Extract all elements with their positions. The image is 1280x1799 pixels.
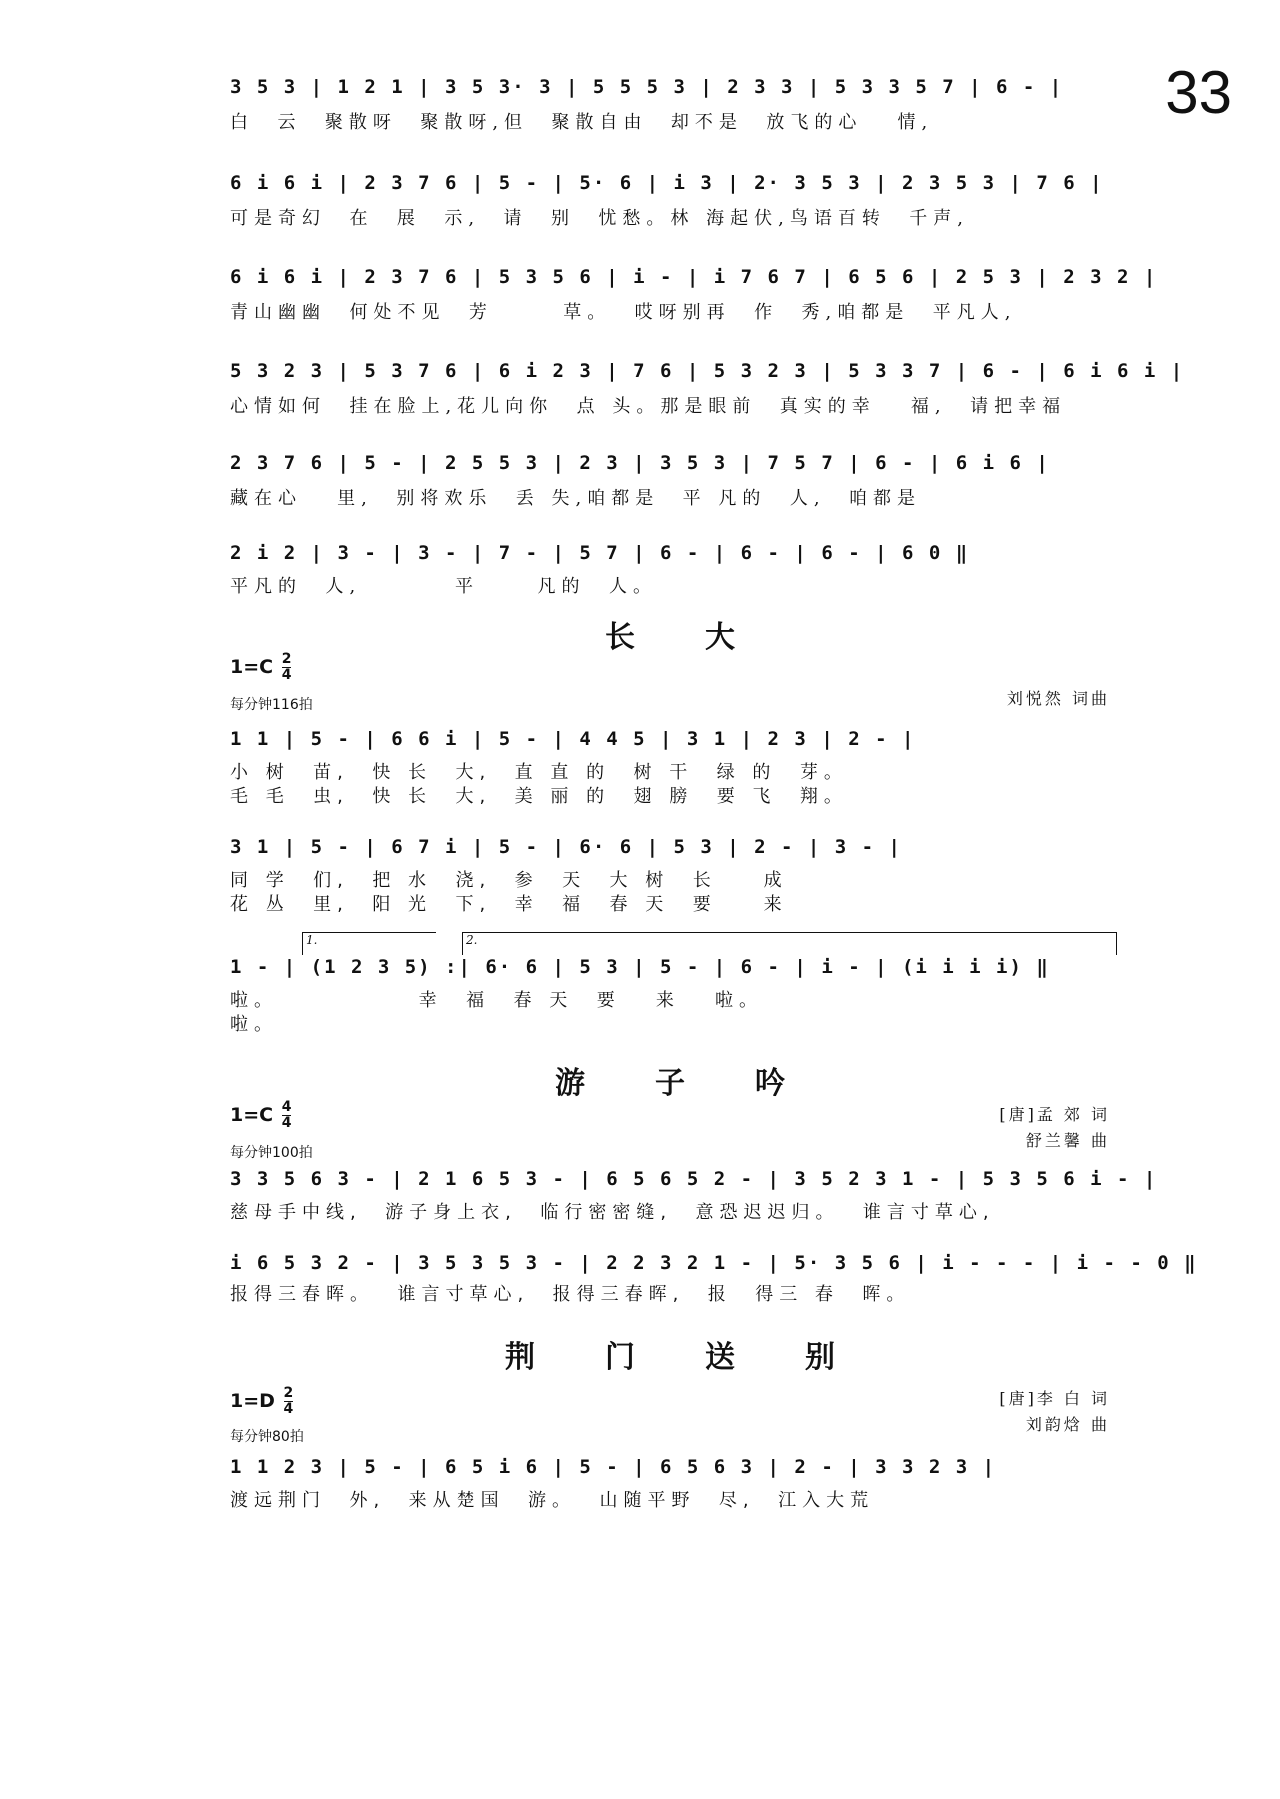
notation-line: 3 5 3 | 1 2 1 | 3 5 3· 3 | 5 5 5 3 | 2 3 3 | 5 3 3 5 7 | 6 - | bbox=[230, 76, 1064, 98]
lyric-line: 平凡的 人, 平 凡的 人。 bbox=[230, 576, 657, 597]
time-bottom: 4 bbox=[283, 1401, 294, 1417]
song-credit bbox=[999, 1386, 1110, 1438]
key-label: 1=C bbox=[230, 656, 274, 678]
lyric-line: 报得三春晖。 谁言寸草心, 报得三春晖, 报 得三 春 晖。 bbox=[230, 1284, 911, 1305]
notation-line: 5 3 2 3 | 5 3 7 6 | 6 i 2 3 | 7 6 | 5 3 2 3 | 5 3 3 7 | 6 - | 6 i 6 i | bbox=[230, 360, 1185, 382]
notation-line: 3 1 | 5 - | 6 7 i | 5 - | 6· 6 | 5 3 | 2 - | 3 - | bbox=[230, 836, 902, 858]
key-signature bbox=[230, 1100, 291, 1131]
notation-line: 1 - | (1 2 3 5) :| 6· 6 | 5 3 | 5 - | 6 - | i - | (i i i i) ‖ bbox=[230, 956, 1050, 978]
notation-line: 1 1 | 5 - | 6 6 i | 5 - | 4 4 5 | 3 1 | 2 3 | 2 - | bbox=[230, 728, 916, 750]
composer-credit: 刘韵焓 曲 bbox=[1025, 1415, 1110, 1434]
lyric-line: 白 云 聚散呀 聚散呀,但 聚散自由 却不是 放飞的心 情, bbox=[230, 112, 934, 133]
song-credit bbox=[999, 1102, 1110, 1154]
time-signature bbox=[282, 652, 292, 683]
time-signature bbox=[282, 1100, 292, 1131]
key-label: 1=C bbox=[230, 1104, 274, 1126]
volta-first-ending: 1. bbox=[302, 932, 436, 955]
song-title: 荆门送别 bbox=[505, 1340, 905, 1375]
lyric-line: 啦。 幸 福 春 天 要 来 啦。 bbox=[230, 990, 764, 1011]
lyric-line: 毛 毛 虫, 快 长 大, 美 丽 的 翅 膀 要 飞 翔。 bbox=[230, 786, 848, 807]
key-label: 1=D bbox=[230, 1390, 275, 1412]
song-credit: 刘悦然 词曲 bbox=[1006, 689, 1110, 708]
notation-line: 6 i 6 i | 2 3 7 6 | 5 3 5 6 | i - | i 7 6 7 | 6 5 6 | 2 5 3 | 2 3 2 | bbox=[230, 266, 1158, 288]
notation-line: 3 3 5 6 3 - | 2 1 6 5 3 - | 6 5 6 5 2 - | 3 5 2 3 1 - | 5 3 5 6 i - | bbox=[230, 1168, 1158, 1190]
notation-line: i 6 5 3 2 - | 3 5 3 5 3 - | 2 2 3 2 1 - | 5· 3 5 6 | i - - - | i - - 0 ‖ bbox=[230, 1252, 1198, 1274]
notation-line: 6 i 6 i | 2 3 7 6 | 5 - | 5· 6 | i 3 | 2· 3 5 3 | 2 3 5 3 | 7 6 | bbox=[230, 172, 1104, 194]
time-bottom: 4 bbox=[281, 667, 292, 683]
tempo-marking: 每分钟80拍 bbox=[230, 1429, 304, 1445]
lyric-line: 小 树 苗, 快 长 大, 直 直 的 树 干 绿 的 芽。 bbox=[230, 762, 848, 783]
time-top: 2 bbox=[281, 651, 292, 667]
composer-credit: 舒兰馨 曲 bbox=[1025, 1131, 1110, 1150]
time-top: 4 bbox=[281, 1099, 292, 1115]
tempo-marking: 每分钟116拍 bbox=[230, 697, 313, 713]
volta-second-ending: 2. bbox=[462, 932, 1117, 955]
page-number: 33 bbox=[1165, 59, 1232, 126]
lyric-line: 啦。 bbox=[230, 1014, 278, 1035]
key-signature bbox=[230, 652, 291, 683]
lyric-line: 藏在心 里, 别将欢乐 丢 失,咱都是 平 凡的 人, 咱都是 bbox=[230, 488, 921, 509]
lyric-line: 可是奇幻 在 展 示, 请 别 忧愁。林 海起伏,鸟语百转 千声, bbox=[230, 208, 969, 229]
time-signature bbox=[284, 1386, 294, 1417]
song-title: 长大 bbox=[605, 620, 805, 655]
lyricist-credit: [唐]孟 郊 词 bbox=[999, 1105, 1110, 1124]
song-title: 游子吟 bbox=[555, 1066, 855, 1101]
notation-line: 1 1 2 3 | 5 - | 6 5 i 6 | 5 - | 6 5 6 3 | 2 - | 3 3 2 3 | bbox=[230, 1456, 997, 1478]
lyricist-credit: [唐]李 白 词 bbox=[999, 1389, 1110, 1408]
tempo-marking: 每分钟100拍 bbox=[230, 1145, 313, 1161]
key-signature bbox=[230, 1386, 293, 1417]
time-top: 2 bbox=[283, 1385, 294, 1401]
time-bottom: 4 bbox=[281, 1115, 292, 1131]
lyric-line: 同 学 们, 把 水 浇, 参 天 大 树 长 成 bbox=[230, 870, 788, 891]
lyric-line: 心情如何 挂在脸上,花儿向你 点 头。那是眼前 真实的幸 福, 请把幸福 bbox=[230, 396, 1067, 417]
lyric-line: 青山幽幽 何处不见 芳 草。 哎呀别再 作 秀,咱都是 平凡人, bbox=[230, 302, 1017, 323]
lyric-line: 花 丛 里, 阳 光 下, 幸 福 春 天 要 来 bbox=[230, 894, 788, 915]
notation-line: 2 i 2 | 3 - | 3 - | 7 - | 5 7 | 6 - | 6 - | 6 - | 6 0 ‖ bbox=[230, 542, 970, 564]
lyric-line: 慈母手中线, 游子身上衣, 临行密密缝, 意恐迟迟归。 谁言寸草心, bbox=[230, 1202, 995, 1223]
lyric-line: 渡远荆门 外, 来从楚国 游。 山随平野 尽, 江入大荒 bbox=[230, 1490, 875, 1511]
notation-line: 2 3 7 6 | 5 - | 2 5 5 3 | 2 3 | 3 5 3 | 7 5 7 | 6 - | 6 i 6 | bbox=[230, 452, 1050, 474]
